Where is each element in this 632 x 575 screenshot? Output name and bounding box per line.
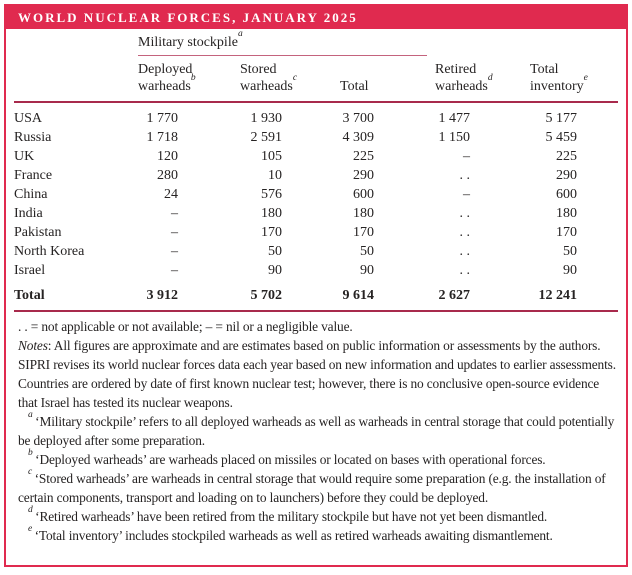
nuclear-forces-table	[14, 29, 618, 312]
cell-inventory: 225	[556, 149, 577, 164]
footnote-marker: c	[28, 466, 33, 477]
cell-deployed: –	[171, 244, 178, 259]
cell-retired: . .	[459, 244, 470, 259]
empty-cell	[530, 29, 618, 56]
cell-total: 90	[360, 263, 374, 278]
cell-stored: 5 702	[240, 280, 340, 311]
table-label: Pakistan	[14, 225, 62, 240]
footnote-marker-b: b	[190, 73, 196, 84]
cell-inventory: 50	[563, 244, 577, 259]
column-header-line1: Stored	[240, 62, 277, 77]
column-header-stored-warheads	[240, 56, 340, 102]
cell-inventory: 90	[563, 263, 577, 278]
column-header-line1: Deployed	[138, 62, 193, 77]
group-header-label: Military stockpile	[138, 35, 238, 50]
cell-deployed: 1 718	[146, 130, 178, 145]
group-header-row	[14, 29, 618, 56]
table-row	[14, 166, 618, 185]
notes-text: : All figures are approximate and are estimates based on public information or assessments by the authors. SIPRI revises its world nuclear forces data each year based on new information and updates to earlier assessments. Countries are ordered by date of first known nuclear test; however, there is no conclusive open-source evidence that Israel has tested its nuclear weapons.	[18, 338, 616, 410]
footnote-marker: b	[28, 447, 33, 458]
cell-total: 50	[360, 244, 374, 259]
cell-stored: 50	[268, 244, 282, 259]
footnote-a: $^a$ ‘Military stockpile’ refers to all deployed warheads as well as warheads in central storage that could potentially be deployed after some preparation.	[18, 409, 615, 448]
cell-total: 600	[353, 187, 374, 202]
cell-retired: –	[463, 187, 470, 202]
cell-stored: 180	[261, 206, 282, 221]
cell-deployed: –	[171, 206, 178, 221]
cell-inventory: 180	[556, 206, 577, 221]
notes-section	[14, 312, 618, 545]
cell-total: 170	[353, 225, 374, 240]
table-label: USA	[14, 111, 43, 126]
cell-inventory: 5 177	[545, 111, 577, 126]
table-label: UK	[14, 149, 35, 164]
cell-stored: 170	[261, 225, 282, 240]
table-label: France	[14, 168, 53, 183]
table-body	[14, 102, 618, 280]
cell-retired: –	[463, 149, 470, 164]
group-header-military-stockpile	[138, 29, 435, 56]
table-section	[6, 29, 626, 545]
cell-retired: . .	[459, 225, 470, 240]
table-foot	[14, 280, 618, 311]
table-label: China	[14, 187, 48, 202]
total-label: Total	[14, 280, 138, 311]
table-label: Russia	[14, 130, 52, 145]
cell-total: 290	[353, 168, 374, 183]
table-row	[14, 147, 618, 166]
cell-retired: 1 150	[438, 130, 470, 145]
cell-deployed: 24	[164, 187, 178, 202]
column-header-line1: Retired	[435, 62, 477, 77]
cell-deployed: –	[171, 263, 178, 278]
table-row	[14, 261, 618, 280]
column-header-line2: warheads$^b$	[138, 73, 196, 94]
column-header-row	[14, 56, 618, 102]
cell-stored: 105	[261, 149, 282, 164]
table-row	[14, 185, 618, 204]
footnote-marker: a	[28, 409, 33, 420]
total-row	[14, 280, 618, 311]
column-header-line2: inventory$^e$	[530, 73, 588, 94]
footnote-marker-e: e	[583, 73, 588, 84]
footnotes	[18, 409, 616, 545]
cell-total: 180	[353, 206, 374, 221]
cell-deployed: –	[171, 225, 178, 240]
table-row	[14, 102, 618, 128]
table-label: India	[14, 206, 43, 221]
table-label: North Korea	[14, 244, 85, 259]
cell-inventory: 5 459	[545, 130, 577, 145]
column-header-stockpile-total	[340, 56, 435, 102]
cell-retired: 1 477	[438, 111, 470, 126]
cell-total: 3 700	[342, 111, 374, 126]
cell-retired: . .	[459, 168, 470, 183]
cell-deployed: 280	[157, 168, 178, 183]
cell-stored: 90	[268, 263, 282, 278]
cell-deployed: 3 912	[138, 280, 240, 311]
column-header-line2: warheads$^c$	[240, 73, 298, 94]
column-header-deployed-warheads	[138, 56, 240, 102]
table-row	[14, 204, 618, 223]
column-header-total-inventory	[530, 56, 618, 102]
cell-retired: . .	[459, 263, 470, 278]
footnote-marker-a: a	[237, 29, 243, 40]
cell-retired: 2 627	[435, 280, 530, 311]
cell-stored: 2 591	[250, 130, 282, 145]
column-header-line1: Total	[530, 62, 559, 77]
column-header-line2: warheads$^d$	[435, 73, 493, 94]
notes-paragraph	[18, 336, 616, 412]
table-row	[14, 128, 618, 147]
cell-inventory: 290	[556, 168, 577, 183]
cell-inventory: 170	[556, 225, 577, 240]
cell-retired: . .	[459, 206, 470, 221]
footnote-b: $^b$ ‘Deployed warheads’ are warheads placed on missiles or located on bases with operational forces.	[28, 447, 546, 467]
cell-total: 4 309	[342, 130, 374, 145]
notes-label: Notes	[18, 338, 48, 353]
cell-inventory: 600	[556, 187, 577, 202]
table-row	[14, 223, 618, 242]
empty-cell	[14, 29, 138, 56]
column-header-line2: Total	[340, 79, 369, 94]
column-header-retired-warheads	[435, 56, 530, 102]
table-row	[14, 242, 618, 261]
cell-stored: 1 930	[250, 111, 282, 126]
cell-deployed: 1 770	[146, 111, 178, 126]
cell-deployed: 120	[157, 149, 178, 164]
table-label: Israel	[14, 263, 46, 278]
footnote-marker: e	[28, 523, 33, 534]
legend-line: . . = not applicable or not available; – = nil or a negligible value.	[18, 319, 353, 334]
footnote-c: $^c$ ‘Stored warheads’ are warheads in central storage that would require some preparation (e.g. the installation of certain components, transport and loading on to launchers) before they could be deployed.	[18, 466, 606, 505]
footnote-marker: d	[28, 504, 33, 515]
cell-stored: 10	[268, 168, 282, 183]
empty-cell	[435, 29, 530, 56]
footnote-e: $^e$ ‘Total inventory’ includes stockpiled warheads as well as retired warheads awaiting dismantlement.	[28, 523, 553, 543]
cell-total: 225	[353, 149, 374, 164]
cell-total: 9 614	[340, 280, 435, 311]
cell-stored: 576	[261, 187, 282, 202]
report-title: WORLD NUCLEAR FORCES, JANUARY 2025	[6, 6, 626, 29]
empty-cell	[14, 56, 138, 102]
footnote-d: $^d$ ‘Retired warheads’ have been retired from the military stockpile but have not yet been dismantled.	[28, 504, 548, 524]
report-panel	[4, 4, 628, 567]
footnote-marker-d: d	[487, 73, 493, 84]
cell-inventory: 12 241	[530, 280, 618, 311]
footnote-marker-c: c	[292, 73, 298, 84]
